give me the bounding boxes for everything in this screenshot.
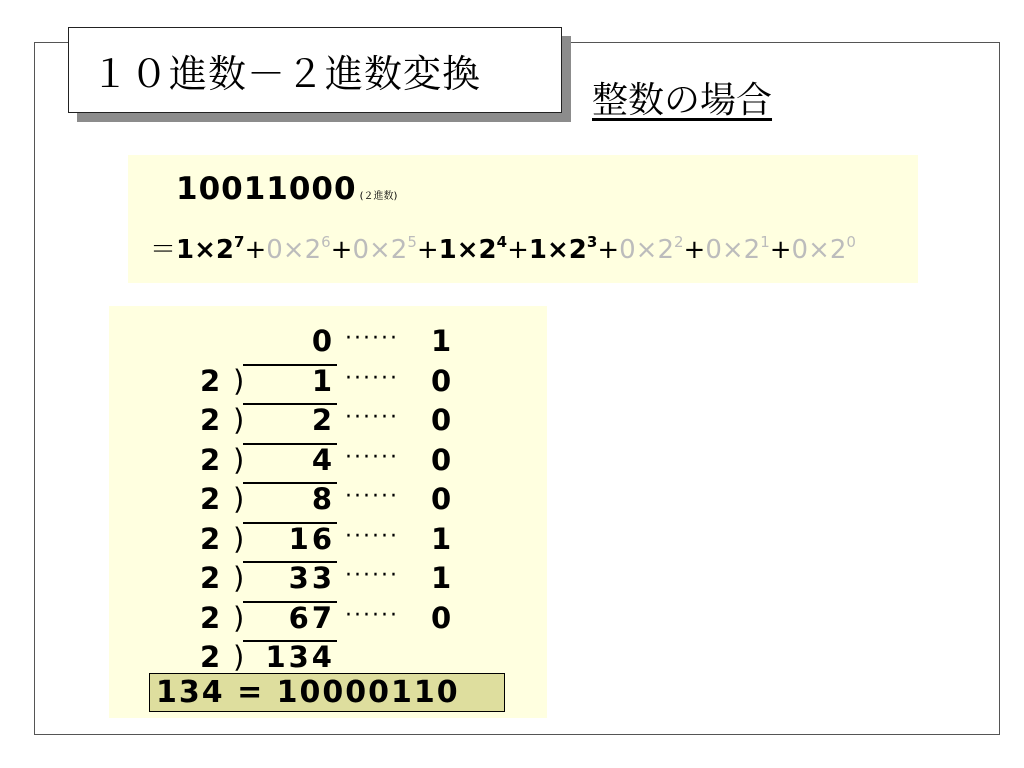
leader-dots: ······: [345, 602, 399, 628]
division-row: [109, 601, 509, 640]
remainder: 0: [431, 442, 452, 477]
expansion-operator: +: [769, 235, 792, 265]
leader-dots: ······: [345, 326, 399, 351]
expansion-operator: +: [597, 235, 620, 265]
expansion-exponent: 4: [496, 233, 508, 251]
division-row: [109, 522, 509, 561]
expansion-operator: +: [683, 235, 706, 265]
dividend: 2: [311, 403, 335, 437]
expansion-exponent: 0: [846, 233, 856, 251]
divisor: 2: [200, 600, 221, 635]
remainder: 1: [431, 561, 452, 595]
expansion-term: $1\times 2^3$: [528, 233, 598, 265]
leader-dots: ······: [345, 405, 399, 430]
remainder: 0: [431, 403, 452, 437]
binary-number-note: (２進数): [359, 191, 398, 202]
leader-dots: ······: [345, 523, 399, 549]
divisor: 2: [200, 482, 221, 516]
expansion-term: $1\times 2^4$: [438, 233, 508, 265]
divisor: 2: [200, 403, 221, 437]
division-row: [109, 324, 509, 363]
division-row: [109, 561, 509, 600]
division-panel: [109, 306, 547, 718]
dividend: 8: [311, 482, 335, 516]
slide-subtitle: 整数の場合: [592, 80, 773, 121]
division-row: [109, 364, 509, 403]
expansion-exponent: 1: [760, 233, 770, 251]
remainder: 0: [431, 363, 452, 398]
expansion-exponent: 6: [321, 233, 331, 251]
leader-dots: ······: [345, 444, 399, 470]
division-bracket: ): [233, 600, 245, 635]
expansion-coefficient: 0: [352, 235, 369, 265]
remainder: 1: [431, 521, 452, 556]
expansion-coefficient: 0: [266, 235, 283, 265]
expansion-operator: ＝: [150, 235, 177, 265]
expansion-operator: +: [330, 235, 353, 265]
leader-dots: ······: [345, 365, 399, 391]
expansion-term: $0\times 2^1$: [705, 233, 770, 265]
expansion-exponent: 2: [673, 233, 684, 251]
slide-title-text: １０進数－２進数変換: [91, 51, 482, 96]
division-bracket: ): [233, 640, 245, 674]
expansion-exponent: 7: [234, 233, 245, 251]
dividend: 134: [265, 640, 335, 674]
expansion-exponent: 3: [586, 233, 598, 251]
slide-title: [68, 27, 562, 113]
leader-dots: ······: [345, 563, 399, 588]
binary-number-value: 10011000: [176, 171, 357, 207]
dividend: 4: [311, 442, 335, 477]
dividend: 67: [288, 600, 335, 635]
divisor: 2: [200, 640, 221, 674]
division-bracket: ): [233, 561, 245, 595]
expansion-coefficient: 1: [176, 235, 195, 265]
dividend: 16: [288, 521, 335, 556]
leader-dots: ······: [345, 484, 399, 509]
division-bracket: ): [233, 363, 245, 398]
division-bracket: ): [233, 482, 245, 516]
dividend: 0: [311, 324, 335, 358]
division-row: [109, 640, 509, 679]
divisor: 2: [200, 521, 221, 556]
expansion-operator: +: [507, 235, 529, 265]
expansion-term: $0\times 2^2$: [619, 233, 684, 265]
expansion-operator: +: [416, 235, 439, 265]
remainder: 0: [431, 600, 452, 635]
expansion-coefficient: 0: [705, 235, 722, 265]
expansion-coefficient: 0: [619, 235, 636, 265]
divisor: 2: [200, 363, 221, 398]
expansion-term: $1\times 2^7$: [176, 233, 245, 265]
division-row: [109, 443, 509, 482]
remainder: 1: [431, 324, 452, 358]
division-bracket: ): [233, 521, 245, 556]
expansion-coefficient: 1: [528, 235, 547, 265]
division-row: [109, 482, 509, 521]
expansion-term: $0\times 2^5$: [352, 233, 417, 265]
division-bracket: ): [233, 442, 245, 477]
remainder: 0: [431, 482, 452, 516]
expansion-term: $0\times 2^6$: [266, 233, 331, 265]
binary-expansion-panel: [128, 155, 918, 283]
dividend: 33: [288, 561, 335, 595]
expansion-exponent: 5: [407, 233, 417, 251]
division-row: [109, 403, 509, 442]
dividend: 1: [311, 363, 335, 398]
expansion-term: $0\times 2^0$: [791, 233, 856, 265]
binary-number: [176, 171, 397, 207]
expansion-operator: +: [244, 235, 267, 265]
expansion-coefficient: 1: [438, 235, 457, 265]
binary-expansion-formula: [150, 229, 856, 266]
expansion-coefficient: 0: [791, 235, 809, 265]
conversion-result-text: 134 = 10000110: [156, 675, 460, 710]
division-bracket: ): [233, 403, 245, 437]
divisor: 2: [200, 561, 221, 595]
divisor: 2: [200, 442, 221, 477]
